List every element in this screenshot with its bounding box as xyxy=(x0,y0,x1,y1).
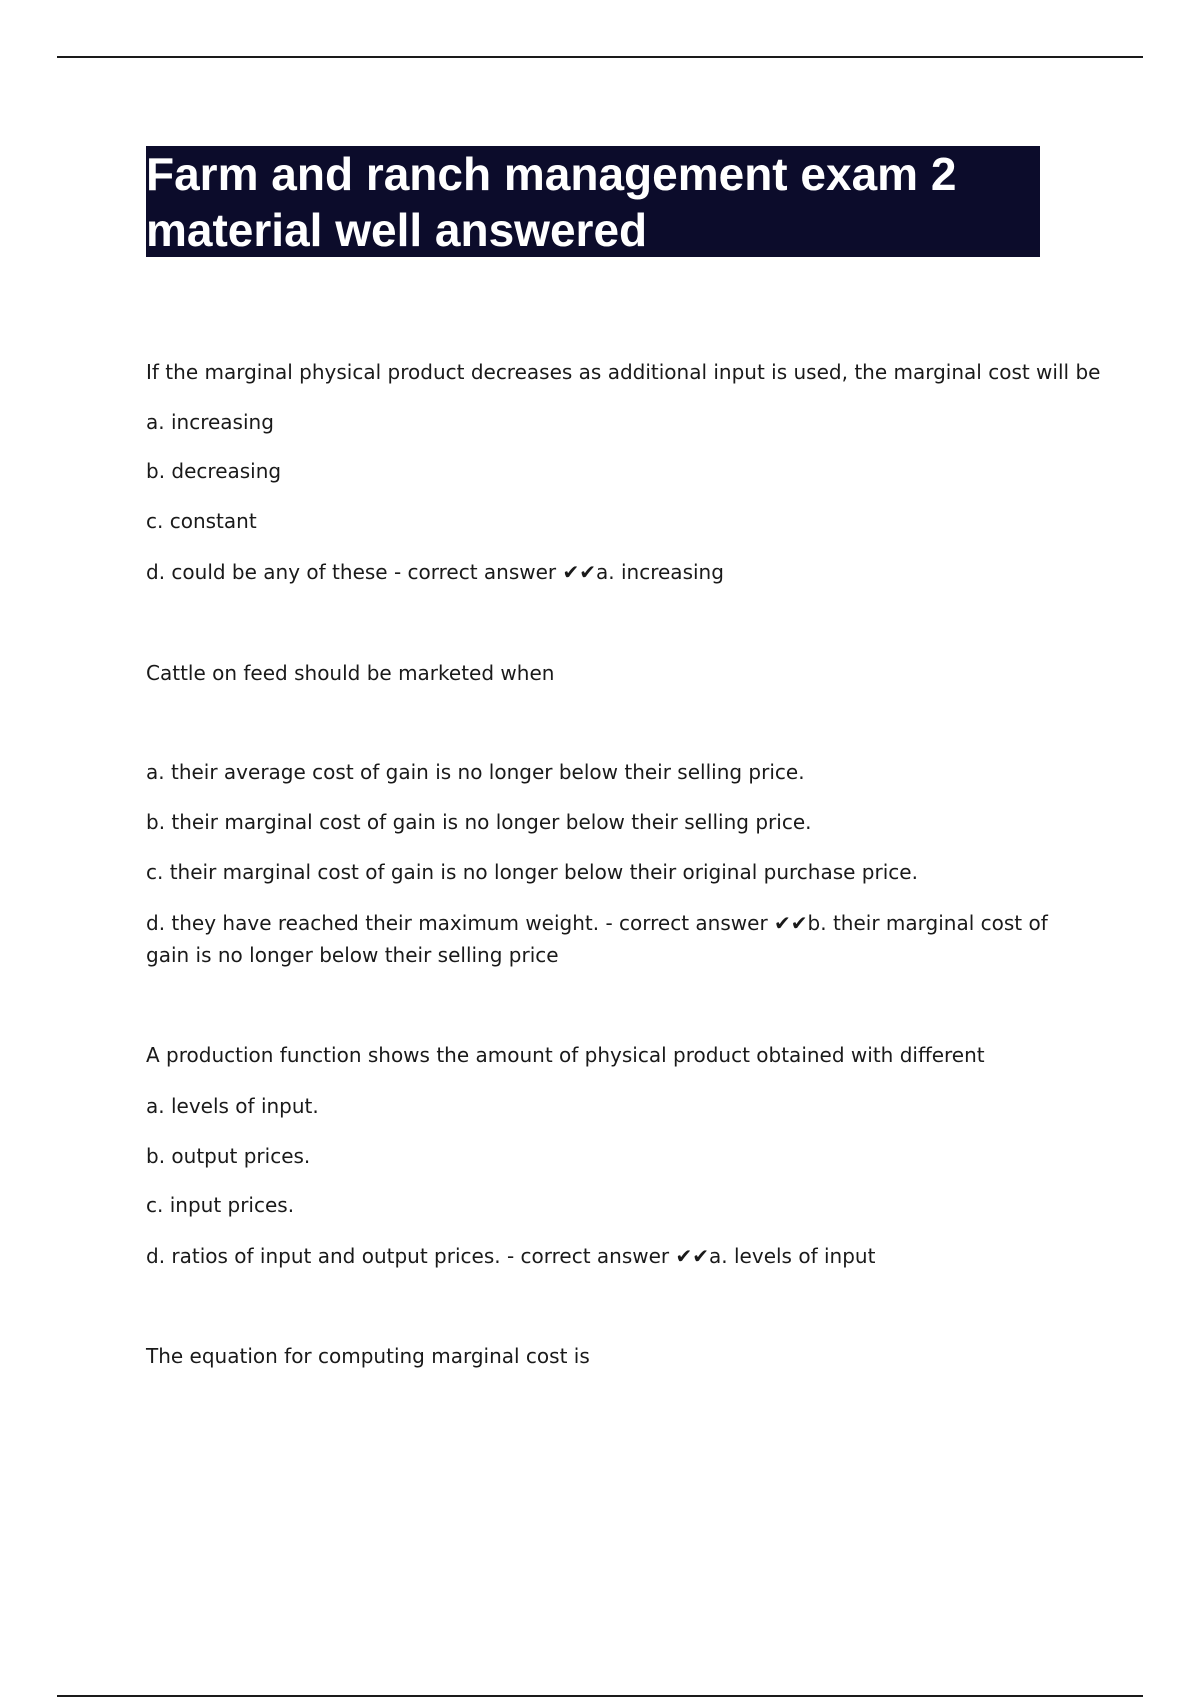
question-4-text: The equation for computing marginal cost is xyxy=(146,1344,590,1368)
question-3-option-b: b. output prices. xyxy=(146,1144,311,1168)
question-3-option-c: c. input prices. xyxy=(146,1193,295,1217)
question-1-option-a: a. increasing xyxy=(146,410,274,434)
question-2-option-b: b. their marginal cost of gain is no longer below their selling price. xyxy=(146,810,812,834)
question-1-option-b: b. decreasing xyxy=(146,459,282,483)
question-2-option-c: c. their marginal cost of gain is no longer below their original purchase price. xyxy=(146,860,918,884)
title-banner xyxy=(146,146,1040,257)
footer-rule xyxy=(57,1695,1143,1697)
question-3-text: A production function shows the amount of physical product obtained with different xyxy=(146,1043,985,1067)
question-2-option-a: a. their average cost of gain is no longer below their selling price. xyxy=(146,760,805,784)
document-title: Farm and ranch management exam 2 material well answered xyxy=(146,148,957,256)
question-3-option-d-answer: d. ratios of input and output prices. - correct answer ✔✔a. levels of input xyxy=(146,1244,876,1268)
header-rule xyxy=(57,56,1143,58)
question-1-option-c: c. constant xyxy=(146,509,257,533)
question-2-text: Cattle on feed should be marketed when xyxy=(146,661,555,685)
question-3-option-a: a. levels of input. xyxy=(146,1094,319,1118)
question-2-option-d-answer: d. they have reached their maximum weight. - correct answer ✔✔b. their marginal cost of gain is no longer below their selling price xyxy=(146,911,1048,967)
question-1-text: If the marginal physical product decreases as additional input is used, the marginal cost will be xyxy=(146,360,1101,384)
question-1-option-d-answer: d. could be any of these - correct answer ✔✔a. increasing xyxy=(146,560,724,584)
